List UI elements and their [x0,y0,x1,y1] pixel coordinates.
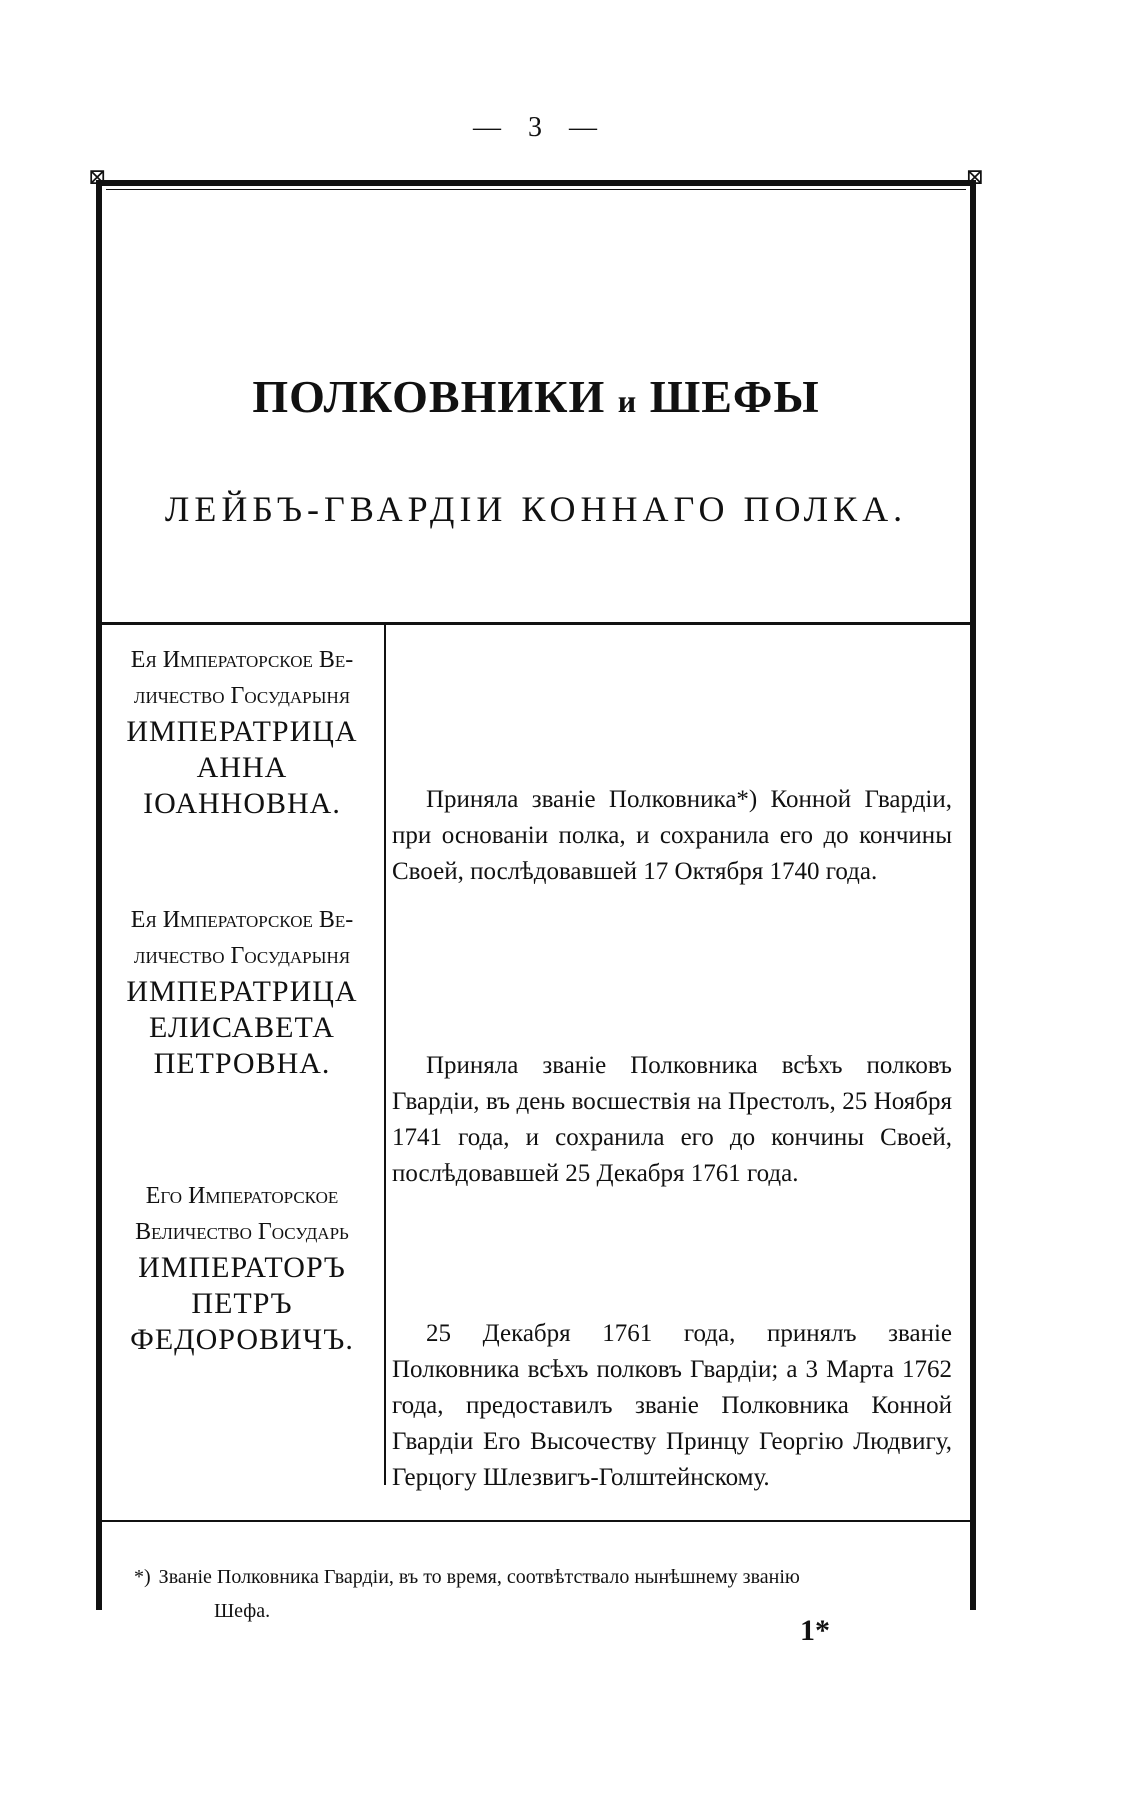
footnote-mark: *) [134,1566,151,1588]
sovereign-title-line: ПЕТРЪ [191,1287,293,1320]
sovereign-label-line: Ея Императорское Ве- [130,907,354,933]
sovereign-title-line: ФЕДОРОВИЧЪ. [130,1323,354,1356]
entry-description-1: Приняла званіе Полковника*) Конной Гвардіи, при основаніи полка, и сохранила его до кончины Своей, послѣдовавшей 17 Октября 1740 года. [392,786,952,885]
sovereign-name-2 [104,902,380,1082]
sovereign-title-line: ПЕТРОВНА. [153,1047,331,1080]
corner-ornament-left: ⊠ [88,164,107,189]
title-part-1: ПОЛКОВНИКИ [252,371,606,422]
sovereign-label-line: личество Государыня [133,683,351,709]
footnote-divider [102,1520,970,1522]
sovereign-label-line: Ея Императорское Ве- [130,647,354,673]
sovereign-label-line: Величество Государь [135,1219,349,1245]
column-divider [384,625,386,1485]
sovereign-name-1 [104,642,380,822]
sovereign-title-line: ИМПЕРАТРИЦА [126,975,358,1008]
entry-description-3: 25 Декабря 1761 года, принялъ званіе Полковника всѣхъ полковъ Гвардіи; а 3 Марта 1762 года, предоставилъ званіе Полковника Конной Гвардіи Его Высочеству Принцу Георгію Людвигу, Герцогу Шлезвигъ-Голштейнскому. [392,1320,952,1491]
sovereign-name-3 [104,1178,380,1358]
title-conjunction: и [617,383,638,419]
footnote-text-line-2: Шефа. [214,1600,271,1622]
entry-description-2: Приняла званіе Полковника всѣхъ полковъ Гвардіи, въ день восшествія на Престолъ, 25 Ноября 1741 года, и сохранила его до кончины Своей, послѣдовавшей 25 Декабря 1761 года. [392,1052,952,1187]
footnote-text-line-1: Званіе Полковника Гвардіи, въ то время, соотвѣтствало нынѣшнему званію [158,1566,800,1588]
sovereign-title-line: ИМПЕРАТРИЦА [126,715,358,748]
corner-ornament-right: ⊠ [965,164,984,189]
sovereign-label-line: Его Императорское [145,1183,339,1209]
page-title [96,370,976,423]
sovereign-title-line: ИМПЕРАТОРЪ [138,1251,346,1284]
sovereign-title-line: ІОАННОВНА. [143,787,341,820]
signature-mark: 1* [800,1614,830,1647]
page-subtitle: ЛЕЙБЪ-ГВАРДІИ КОННАГО ПОЛКА. [164,489,908,529]
page-number: — 3 — [473,112,607,143]
sovereign-title-line: АННА [196,751,288,784]
sovereign-label-line: личество Государыня [133,943,351,969]
title-part-2: ШЕФЫ [649,371,820,422]
header-divider [102,622,970,625]
sovereign-title-line: ЕЛИСАВЕТА [149,1011,335,1044]
